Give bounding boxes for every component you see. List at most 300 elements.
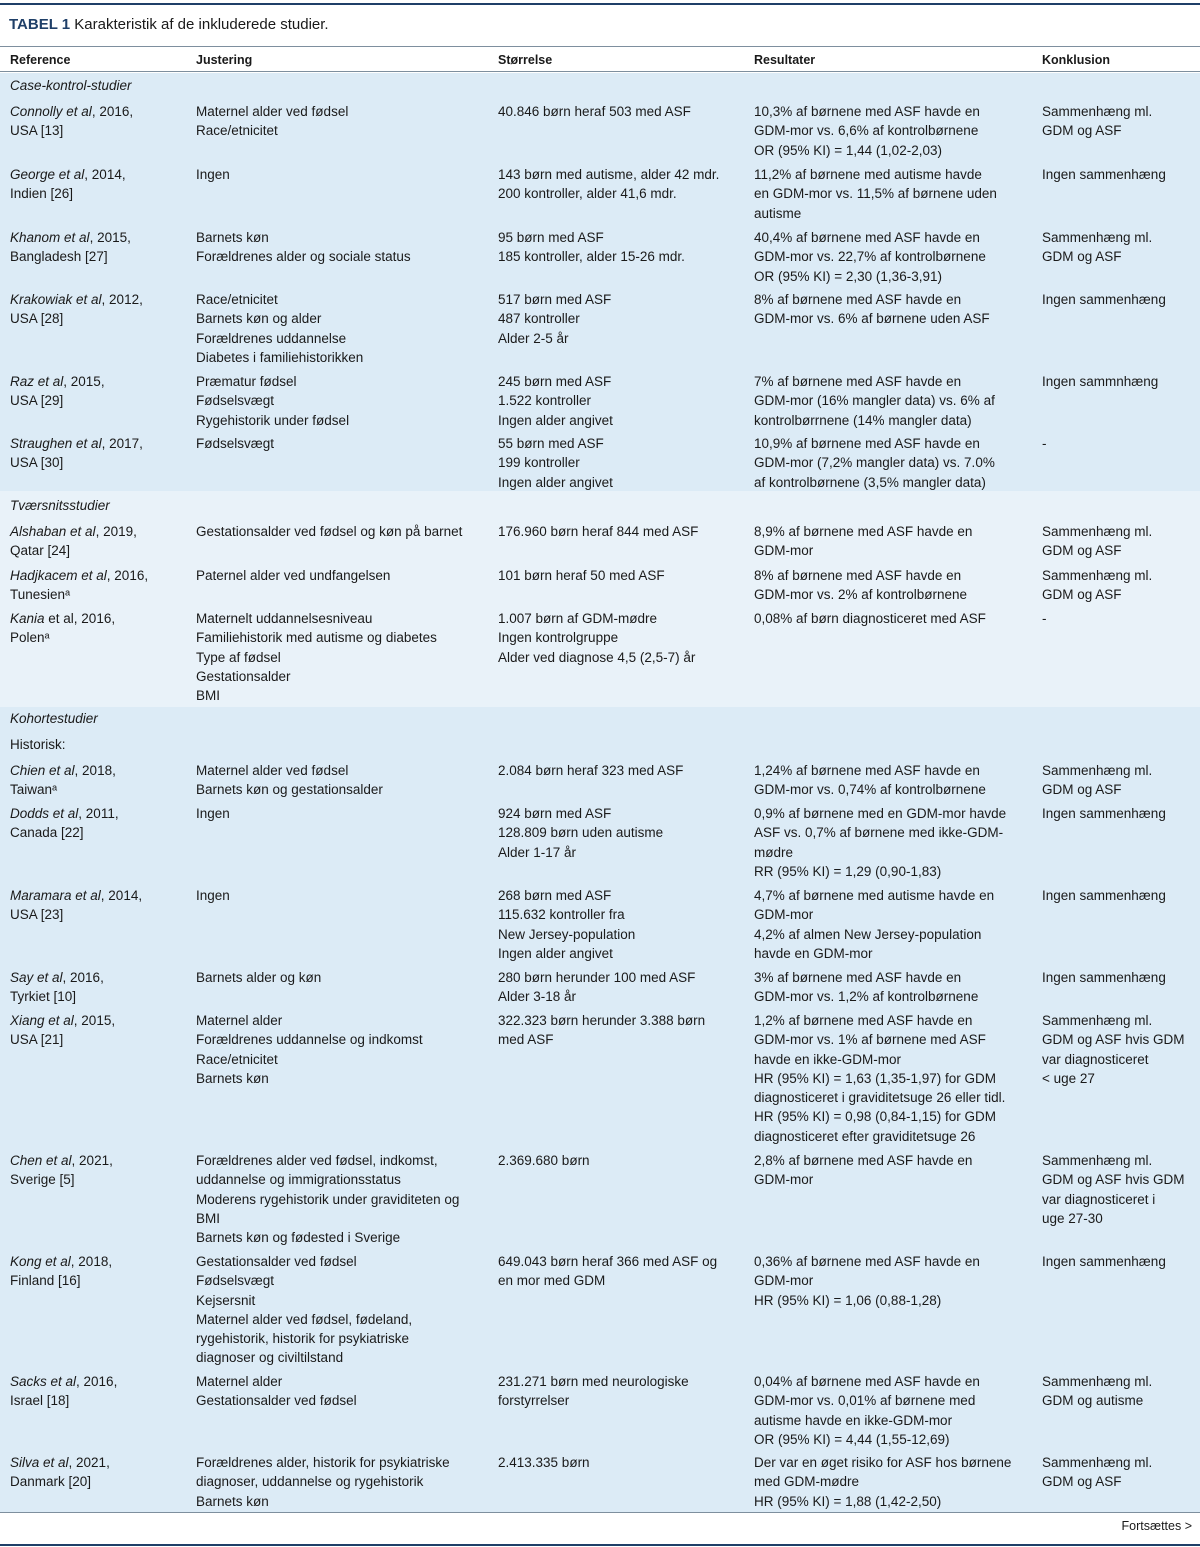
reference-author: Kania [10, 611, 45, 626]
reference-cell-line: Tunesienᵃ [10, 587, 71, 603]
resultater-cell-line: 8,9% af børnene med ASF havde en [754, 524, 973, 539]
justering-cell-line: Maternel alder ved fødsel [196, 763, 349, 778]
reference-year: , 2021, [71, 1153, 113, 1168]
reference-cell-line: Polenᵃ [10, 630, 50, 646]
reference-author: Hadjkacem et al [10, 568, 107, 583]
reference-author: Raz et al [10, 374, 64, 389]
reference-year: , 2019, [95, 524, 137, 539]
reference-year: , 2018, [70, 1254, 113, 1269]
justering-cell-line: Fødselsvægt [196, 436, 275, 451]
justering-cell-line: Gestationsalder [196, 668, 291, 684]
reference-cell [10, 609, 192, 648]
reference-cell [10, 434, 192, 473]
storrelse-cell-line: Alder 3-18 år [498, 989, 577, 1005]
resultater-cell-line: GDM-mor vs. 2% af kontrolbørnene [754, 587, 968, 603]
justering-cell [196, 1372, 491, 1411]
storrelse-cell-line: 280 børn herunder 100 med ASF [498, 970, 696, 985]
justering-cell-line: Maternel alder [196, 1374, 283, 1389]
reference-line [10, 566, 192, 585]
top-rule [0, 3, 1200, 5]
reference-cell [10, 566, 192, 605]
resultater-cell-line: GDM-mor vs. 6,6% af kontrolbørnene [754, 123, 979, 139]
reference-cell [10, 804, 192, 843]
konklusion-cell [1042, 1011, 1197, 1088]
konklusion-cell [1042, 1151, 1197, 1228]
resultater-cell [754, 1011, 1036, 1146]
justering-cell-line: Forældrenes alder ved fødsel, indkomst, [196, 1153, 438, 1168]
reference-author: Dodds et al [10, 806, 79, 821]
resultater-cell-line: OR (95% KI) = 2,30 (1,36-3,91) [754, 268, 942, 284]
justering-cell-line: Ingen [196, 888, 230, 903]
column-header-reference: Reference [10, 53, 71, 67]
konklusion-cell-line: Ingen sammenhæng [1042, 888, 1166, 903]
resultater-cell-line: med GDM-mødre [754, 1474, 860, 1490]
konklusion-cell-line: - [1042, 611, 1047, 626]
resultater-cell [754, 522, 1036, 561]
resultater-cell [754, 165, 1036, 223]
storrelse-cell [498, 761, 748, 780]
justering-cell-line: Barnets køn [196, 230, 269, 245]
justering-cell-line: Barnets køn [196, 1070, 269, 1086]
konklusion-cell [1042, 1453, 1197, 1492]
reference-cell-line: Finland [16] [10, 1273, 81, 1289]
konklusion-cell-line: GDM og ASF [1042, 123, 1122, 139]
resultater-cell-line: OR (95% KI) = 4,44 (1,55-12,69) [754, 1431, 950, 1447]
table-header [0, 46, 1200, 72]
resultater-cell-line: HR (95% KI) = 1,06 (0,88-1,28) [754, 1292, 942, 1308]
konklusion-cell [1042, 228, 1197, 267]
storrelse-cell-line: 2.369.680 børn [498, 1153, 590, 1168]
storrelse-cell-line: 40.846 børn heraf 503 med ASF [498, 104, 691, 119]
storrelse-cell-line: en mor med GDM [498, 1273, 606, 1289]
justering-cell-line: diagnoser, uddannelse og rygehistorik [196, 1474, 424, 1490]
reference-year: , 2018, [74, 763, 116, 778]
justering-cell-line: Fødselsvægt [196, 393, 275, 409]
reference-line [10, 522, 192, 541]
reference-cell [10, 1252, 192, 1291]
storrelse-cell-line: 1.007 børn af GDM-mødre [498, 611, 658, 626]
resultater-cell-line: OR (95% KI) = 1,44 (1,02-2,03) [754, 142, 942, 158]
justering-cell [196, 1252, 491, 1368]
justering-cell [196, 165, 491, 184]
justering-cell [196, 102, 491, 141]
storrelse-cell [498, 1453, 748, 1472]
justering-cell [196, 522, 491, 541]
justering-cell-line: Rygehistorik under fødsel [196, 412, 350, 428]
justering-cell-line: Race/etnicitet [196, 292, 278, 307]
storrelse-cell-line: 268 børn med ASF [498, 888, 612, 903]
justering-cell-line: Race/etnicitet [196, 1051, 278, 1067]
reference-cell [10, 968, 192, 1007]
reference-author: Krakowiak et al [10, 292, 102, 307]
bottom-rule [0, 1512, 1200, 1513]
resultater-cell-line: 0,08% af børn diagnosticeret med ASF [754, 611, 986, 626]
justering-cell-line: Barnets køn og gestationsalder [196, 782, 383, 798]
konklusion-cell [1042, 886, 1197, 905]
reference-line [10, 165, 192, 184]
reference-year: , 2016, [62, 970, 104, 985]
reference-line [10, 886, 192, 905]
resultater-cell-line: ASF vs. 0,7% af børnene med ikke-GDM- [754, 825, 1004, 841]
konklusion-cell-line: Sammenhæng ml. [1042, 1153, 1153, 1168]
justering-cell-line: Forældrenes uddannelse [196, 330, 347, 346]
storrelse-cell [498, 290, 748, 348]
konklusion-cell [1042, 609, 1197, 628]
justering-cell-line: Familiehistorik med autisme og diabetes [196, 630, 437, 646]
storrelse-cell-line: 143 børn med autisme, alder 42 mdr. [498, 167, 720, 182]
reference-line [10, 290, 192, 309]
justering-cell [196, 1151, 491, 1247]
reference-line [10, 434, 192, 453]
reference-cell [10, 228, 192, 267]
konklusion-cell-line: GDM og ASF [1042, 1474, 1122, 1490]
reference-line [10, 228, 192, 247]
reference-year: , 2015, [73, 1013, 116, 1028]
reference-line [10, 1011, 192, 1030]
resultater-cell [754, 102, 1036, 160]
justering-cell [196, 609, 491, 705]
reference-author: Say et al [10, 970, 63, 985]
storrelse-cell [498, 968, 748, 1007]
konklusion-cell-line: GDM og ASF [1042, 543, 1122, 559]
resultater-cell-line: 8% af børnene med ASF havde en [754, 292, 962, 307]
reference-cell-line: Bangladesh [27] [10, 249, 108, 265]
reference-cell-line: Canada [22] [10, 825, 84, 841]
reference-cell [10, 1011, 192, 1050]
column-header-justering: Justering [196, 53, 253, 67]
storrelse-cell-line: 95 børn med ASF [498, 230, 604, 245]
konklusion-cell-line: Sammenhæng ml. [1042, 1374, 1153, 1389]
reference-cell-line: Sverige [5] [10, 1172, 75, 1188]
storrelse-cell [498, 522, 748, 541]
resultater-cell-line: en GDM-mor vs. 11,5% af børnene uden [754, 186, 997, 202]
storrelse-cell [498, 609, 748, 667]
justering-cell-line: Ingen [196, 806, 230, 821]
storrelse-cell-line: 55 børn med ASF [498, 436, 604, 451]
storrelse-cell [498, 434, 748, 492]
reference-line [10, 609, 192, 628]
storrelse-cell-line: 200 kontroller, alder 41,6 mdr. [498, 186, 677, 202]
table-caption-text: Karakteristik af de inkluderede studier. [74, 16, 329, 33]
reference-author: Silva et al [10, 1455, 69, 1470]
konklusion-cell-line: var diagnosticeret [1042, 1051, 1149, 1067]
justering-cell [196, 968, 491, 987]
resultater-cell [754, 290, 1036, 329]
reference-cell-line: USA [30] [10, 455, 64, 471]
reference-cell-line: Israel [18] [10, 1393, 70, 1409]
justering-cell-line: Forældrenes uddannelse og indkomst [196, 1032, 423, 1048]
justering-cell-line: Gestationsalder ved fødsel og køn på barnet [196, 524, 463, 539]
konklusion-cell-line: Ingen sammenhæng [1042, 1254, 1166, 1269]
storrelse-cell-line: Alder 2-5 år [498, 330, 569, 346]
konklusion-cell-line: Ingen sammenhæng [1042, 292, 1166, 307]
resultater-cell-line: GDM-mor [754, 543, 814, 559]
storrelse-cell-line: 2.084 børn heraf 323 med ASF [498, 763, 684, 778]
reference-author: Khanom et al [10, 230, 90, 245]
resultater-cell-line: kontrolbørrnene (14% mangler data) [754, 412, 972, 428]
resultater-cell-line: GDM-mor vs. 0,74% af kontrolbørnene [754, 782, 986, 798]
konklusion-cell [1042, 804, 1197, 823]
justering-cell [196, 1453, 491, 1511]
justering-cell-line: Præmatur fødsel [196, 374, 297, 389]
resultater-cell [754, 968, 1036, 1007]
resultater-cell-line: Der var en øget risiko for ASF hos børnene [754, 1455, 1012, 1470]
section-title: Tværsnitsstudier [10, 498, 110, 513]
konklusion-cell-line: < uge 27 [1042, 1070, 1095, 1086]
justering-cell-line: Gestationsalder ved fødsel [196, 1393, 357, 1409]
resultater-cell-line: HR (95% KI) = 0,98 (0,84-1,15) for GDM [754, 1109, 996, 1125]
reference-line [10, 1252, 192, 1271]
storrelse-cell-line: 101 børn heraf 50 med ASF [498, 568, 665, 583]
resultater-cell [754, 804, 1036, 881]
storrelse-cell-line: 487 kontroller [498, 311, 580, 327]
section-title: Kohortestudier [10, 711, 98, 726]
storrelse-cell [498, 1372, 748, 1411]
reference-year: , 2016, [106, 568, 149, 583]
storrelse-cell-line: forstyrrelser [498, 1393, 570, 1409]
justering-cell-line: rygehistorik, historik for psykiatriske [196, 1331, 410, 1347]
justering-cell [196, 804, 491, 823]
konklusion-cell [1042, 522, 1197, 561]
reference-line [10, 1372, 192, 1391]
reference-cell [10, 372, 192, 411]
resultater-cell-line: 7% af børnene med ASF havde en [754, 374, 962, 389]
justering-cell-line: Forældrenes alder, historik for psykiatriske [196, 1455, 450, 1470]
storrelse-cell-line: 115.632 kontroller fra [498, 907, 625, 923]
reference-line [10, 968, 192, 987]
storrelse-cell-line: Ingen alder angivet [498, 474, 613, 490]
resultater-cell-line: GDM-mor vs. 22,7% af kontrolbørnene [754, 249, 986, 265]
justering-cell [196, 566, 491, 585]
storrelse-cell [498, 886, 748, 963]
reference-author: Sacks et al [10, 1374, 77, 1389]
justering-cell [196, 761, 491, 800]
section-title: Case-kontrol-studier [10, 78, 132, 93]
resultater-cell [754, 609, 1036, 628]
konklusion-cell-line: Sammenhæng ml. [1042, 524, 1153, 539]
resultater-cell [754, 1252, 1036, 1310]
resultater-cell-line: 1,24% af børnene med ASF havde en [754, 763, 980, 778]
justering-cell-line: diagnoser og civiltilstand [196, 1350, 344, 1366]
resultater-cell-line: GDM-mor [754, 1273, 814, 1289]
justering-cell-line: Fødselsvægt [196, 1273, 275, 1289]
konklusion-cell-line: GDM og autisme [1042, 1393, 1144, 1409]
justering-cell-line: Maternel alder ved fødsel, fødeland, [196, 1311, 413, 1327]
justering-cell [196, 228, 491, 267]
justering-cell-line: Maternel alder [196, 1013, 283, 1028]
konklusion-cell-line: Sammenhæng ml. [1042, 230, 1153, 245]
justering-cell [196, 434, 491, 453]
reference-year: , 2014, [100, 888, 143, 903]
storrelse-cell [498, 1151, 748, 1170]
resultater-cell-line: mødre [754, 844, 794, 860]
storrelse-cell [498, 804, 748, 862]
storrelse-cell [498, 165, 748, 204]
resultater-cell [754, 372, 1036, 430]
storrelse-cell-line: 199 kontroller [498, 455, 580, 471]
resultater-cell-line: 0,04% af børnene med ASF havde en [754, 1374, 980, 1389]
resultater-cell-line: diagnosticeret efter graviditetsuge 26 [754, 1128, 976, 1144]
storrelse-cell-line: Ingen alder angivet [498, 945, 613, 961]
reference-author: Alshaban et al [10, 524, 96, 539]
reference-author: Chen et al [10, 1153, 72, 1168]
reference-cell-line: USA [29] [10, 393, 64, 409]
justering-cell-line: Race/etnicitet [196, 123, 278, 139]
resultater-cell-line: autisme [754, 205, 802, 221]
storrelse-cell-line: 2.413.335 børn [498, 1455, 590, 1470]
resultater-cell-line: GDM-mor [754, 907, 814, 923]
konklusion-cell-line: Sammenhæng ml. [1042, 104, 1153, 119]
storrelse-cell [498, 372, 748, 430]
reference-year: , 2017, [101, 436, 143, 451]
reference-author: Xiang et al [10, 1013, 74, 1028]
resultater-cell-line: 10,9% af børnene med ASF havde en [754, 436, 980, 451]
storrelse-cell-line: 128.809 børn uden autisme [498, 825, 664, 841]
konklusion-cell-line: Ingen sammnhæng [1042, 374, 1159, 389]
justering-cell-line: Moderens rygehistorik under graviditeten og [196, 1191, 460, 1207]
resultater-cell-line: RR (95% KI) = 1,29 (0,90-1,83) [754, 863, 942, 879]
resultater-cell-line: havde en GDM-mor [754, 945, 873, 961]
resultater-cell-line: havde en ikke-GDM-mor [754, 1051, 902, 1067]
justering-cell-line: Barnets køn og fødested i Sverige [196, 1230, 401, 1246]
resultater-cell-line: GDM-mor (7,2% mangler data) vs. 7.0% [754, 455, 995, 471]
justering-cell [196, 1011, 491, 1088]
storrelse-cell-line: 517 børn med ASF [498, 292, 612, 307]
reference-cell-line: Qatar [24] [10, 543, 71, 559]
reference-cell [10, 886, 192, 925]
reference-year: , 2012, [101, 292, 143, 307]
konklusion-cell-line: GDM og ASF hvis GDM [1042, 1032, 1185, 1048]
resultater-cell-line: 40,4% af børnene med ASF havde en [754, 230, 980, 245]
storrelse-cell-line: Ingen alder angivet [498, 412, 613, 428]
konklusion-cell [1042, 968, 1197, 987]
reference-cell [10, 1453, 192, 1492]
konklusion-cell [1042, 290, 1197, 309]
konklusion-cell-line: GDM og ASF [1042, 782, 1122, 798]
justering-cell [196, 372, 491, 430]
reference-author: Chien et al [10, 763, 75, 778]
reference-year: et al, 2016, [44, 611, 116, 626]
konklusion-cell-line: - [1042, 436, 1047, 451]
resultater-cell-line: autisme havde en ikke-GDM-mor [754, 1412, 953, 1428]
storrelse-cell-line: Ingen kontrolgruppe [498, 630, 619, 646]
reference-line [10, 804, 192, 823]
reference-year: , 2015, [89, 230, 131, 245]
reference-line [10, 761, 192, 780]
resultater-cell [754, 566, 1036, 605]
reference-cell [10, 761, 192, 800]
storrelse-cell-line: 649.043 børn heraf 366 med ASF og [498, 1254, 718, 1269]
justering-cell-line: Barnets køn [196, 1493, 269, 1509]
konklusion-cell-line: Sammenhæng ml. [1042, 1013, 1153, 1028]
storrelse-cell-line: 231.271 børn med neurologiske [498, 1374, 689, 1389]
reference-line [10, 102, 192, 121]
reference-cell [10, 1151, 192, 1190]
justering-cell-line: Forældrenes alder og sociale status [196, 249, 411, 265]
table-caption [9, 14, 329, 36]
konklusion-cell [1042, 761, 1197, 800]
storrelse-cell [498, 228, 748, 267]
reference-line [10, 1151, 192, 1170]
resultater-cell-line: diagnosticeret i graviditetsuge 26 eller tidl. [754, 1090, 1006, 1106]
resultater-cell-line: GDM-mor (16% mangler data) vs. 6% af [754, 393, 995, 409]
storrelse-cell [498, 1011, 748, 1050]
justering-cell-line: Ingen [196, 167, 230, 182]
reference-year: , 2014, [84, 167, 126, 182]
resultater-cell [754, 228, 1036, 286]
reference-author: Connolly et al [10, 104, 92, 119]
continued-note: Fortsættes > [1121, 1519, 1192, 1533]
konklusion-cell-line: Ingen sammenhæng [1042, 970, 1166, 985]
resultater-cell-line: 0,36% af børnene med ASF havde en [754, 1254, 980, 1269]
justering-cell [196, 886, 491, 905]
konklusion-cell-line: GDM og ASF [1042, 249, 1122, 265]
reference-year: , 2016, [76, 1374, 118, 1389]
reference-cell-line: Taiwanᵃ [10, 782, 58, 798]
reference-cell-line: Danmark [20] [10, 1474, 92, 1490]
resultater-cell-line: GDM-mor vs. 6% af børnene uden ASF [754, 311, 990, 327]
justering-cell-line: Gestationsalder ved fødsel [196, 1254, 357, 1269]
resultater-cell [754, 1151, 1036, 1190]
reference-cell [10, 290, 192, 329]
storrelse-cell [498, 566, 748, 585]
storrelse-cell-line: Alder 1-17 år [498, 844, 577, 860]
konklusion-cell-line: Ingen sammenhæng [1042, 806, 1166, 821]
resultater-cell-line: HR (95% KI) = 1,63 (1,35-1,97) for GDM [754, 1070, 996, 1086]
konklusion-cell [1042, 566, 1197, 605]
column-header-konklusion: Konklusion [1042, 53, 1111, 67]
storrelse-cell-line: 924 børn med ASF [498, 806, 612, 821]
resultater-cell-line: 3% af børnene med ASF havde en [754, 970, 962, 985]
resultater-cell-line: 1,2% af børnene med ASF havde en [754, 1013, 973, 1028]
justering-cell-line: Maternelt uddannelsesniveau [196, 611, 373, 626]
resultater-cell [754, 434, 1036, 492]
konklusion-cell-line: GDM og ASF hvis GDM [1042, 1172, 1185, 1188]
column-header-storrelse: Størrelse [498, 53, 553, 67]
reference-cell [10, 522, 192, 561]
konklusion-cell-line: Sammenhæng ml. [1042, 763, 1153, 778]
konklusion-cell [1042, 1372, 1197, 1411]
konklusion-cell [1042, 1252, 1197, 1271]
storrelse-cell-line: Alder ved diagnose 4,5 (2,5-7) år [498, 649, 696, 665]
resultater-cell-line: af kontrolbørnene (3,5% mangler data) [754, 474, 986, 490]
table-label: TABEL 1 [9, 16, 71, 33]
konklusion-cell-line: Sammenhæng ml. [1042, 1455, 1153, 1470]
konklusion-cell [1042, 434, 1197, 453]
storrelse-cell-line: 322.323 børn herunder 3.388 børn [498, 1013, 706, 1028]
page-bottom-rule [0, 1544, 1200, 1546]
reference-line [10, 1453, 192, 1472]
reference-cell-line: USA [21] [10, 1032, 64, 1048]
reference-cell [10, 1372, 192, 1411]
reference-author: Kong et al [10, 1254, 71, 1269]
resultater-cell-line: 2,8% af børnene med ASF havde en [754, 1153, 973, 1168]
resultater-cell-line: GDM-mor vs. 1% af børnene med ASF [754, 1032, 986, 1048]
reference-author: Straughen et al [10, 436, 102, 451]
resultater-cell [754, 1372, 1036, 1449]
justering-cell-line: Barnets køn og alder [196, 311, 322, 327]
justering-cell-line: uddannelse og immigrationsstatus [196, 1172, 401, 1188]
justering-cell-line: Diabetes i familiehistorikken [196, 349, 364, 365]
storrelse-cell-line: med ASF [498, 1032, 554, 1048]
konklusion-cell-line: var diagnosticeret i [1042, 1191, 1156, 1207]
resultater-cell-line: 11,2% af børnene med autisme havde [754, 167, 982, 182]
reference-cell-line: USA [13] [10, 123, 64, 139]
reference-cell-line: USA [28] [10, 311, 64, 327]
reference-year: , 2015, [63, 374, 105, 389]
storrelse-cell-line: New Jersey-population [498, 926, 636, 942]
reference-cell-line: Indien [26] [10, 186, 74, 202]
